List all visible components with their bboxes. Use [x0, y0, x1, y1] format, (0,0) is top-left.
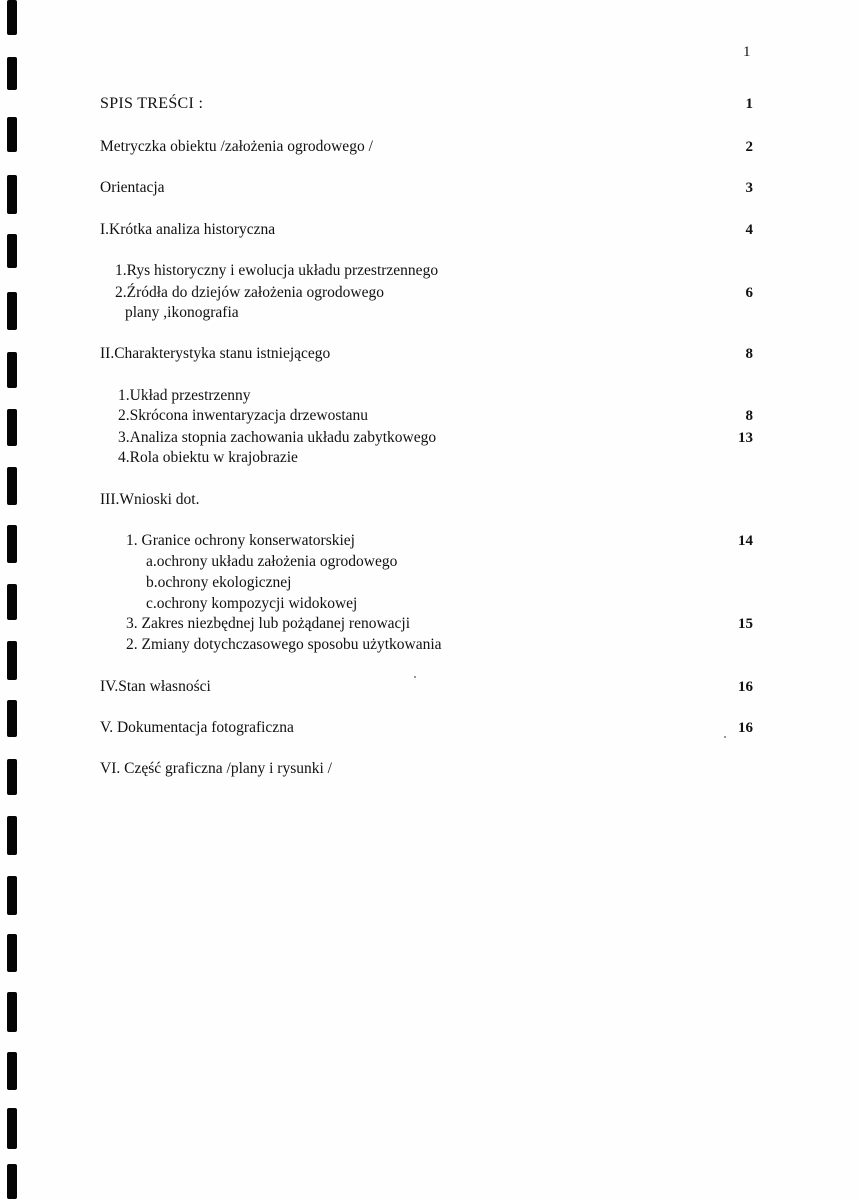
toc-entry-text: 2. Zmiany dotychczasowego sposobu użytkowania — [126, 636, 442, 653]
toc-entry-text: c.ochrony kompozycji widokowej — [146, 595, 358, 612]
toc-entry-text: 1.Układ przestrzenny — [118, 387, 251, 404]
toc-entry-text: 4.Rola obiektu w krajobrazie — [118, 449, 298, 466]
toc-entry — [0, 717, 861, 739]
toc-entry — [0, 551, 861, 573]
toc-entry — [0, 282, 861, 304]
toc-page-number: 16 — [738, 720, 753, 736]
binding-hole — [7, 876, 17, 915]
binding-hole — [7, 1052, 17, 1090]
toc-entry-text: 3.Analiza stopnia zachowania układu zabytkowego — [118, 429, 437, 446]
toc-entry — [0, 530, 861, 552]
toc-entry-text: b.ochrony ekologicznej — [146, 574, 292, 591]
toc-page-number: 2 — [745, 139, 753, 155]
toc-entry — [0, 489, 861, 511]
toc-entry — [0, 260, 861, 282]
toc-entry-text: V. Dokumentacja fotograficzna — [100, 719, 294, 736]
toc-entry-text: 3. Zakres niezbędnej lub pożądanej renowacji — [126, 615, 411, 632]
binding-hole — [7, 934, 17, 972]
toc-entry-text: VI. Część graficzna /plany i rysunki / — [100, 760, 332, 777]
toc-entry-text: 1.Rys historyczny i ewolucja układu przestrzennego — [115, 262, 439, 279]
toc-page-number: 15 — [738, 616, 753, 632]
toc-page-number: 8 — [745, 408, 753, 424]
toc-entry-text: Metryczka obiektu /założenia ogrodowego / — [100, 138, 373, 155]
toc-page-number: 4 — [745, 222, 753, 238]
binding-hole — [7, 1164, 17, 1199]
toc-entry-text: 1. Granice ochrony konserwatorskiej — [126, 532, 355, 549]
toc-entry-text: II.Charakterystyka stanu istniejącego — [100, 345, 331, 362]
toc-entry — [0, 613, 861, 635]
toc-entry-text: III.Wnioski dot. — [100, 491, 200, 508]
toc-entry — [0, 572, 861, 594]
toc-page-number: 13 — [738, 430, 753, 446]
toc-heading — [0, 93, 861, 115]
toc-entry — [0, 219, 861, 241]
toc-page-number: 1 — [745, 96, 753, 112]
binding-hole — [7, 992, 17, 1032]
toc-entry — [0, 343, 861, 365]
binding-hole — [7, 0, 17, 35]
page-number: 1 — [743, 44, 751, 60]
toc-entry — [0, 634, 861, 656]
toc-entry — [0, 758, 861, 780]
toc-entry-text: 2.Skrócona inwentaryzacja drzewostanu — [118, 407, 369, 424]
toc-entry-text: Orientacja — [100, 179, 165, 196]
toc-entry-text: plany ,ikonografia — [125, 304, 239, 321]
toc-entry-text: I.Krótka analiza historyczna — [100, 221, 276, 238]
toc-entry — [0, 447, 861, 469]
toc-entry — [0, 676, 861, 698]
toc-page-number: 14 — [738, 533, 753, 549]
scan-speck — [414, 676, 416, 678]
toc-entry — [0, 427, 861, 449]
toc-entry-text: 2.Źródła do dziejów założenia ogrodowego — [115, 284, 385, 301]
toc-entry — [0, 302, 861, 324]
binding-hole — [7, 816, 17, 855]
toc-entry-text: a.ochrony układu założenia ogrodowego — [146, 553, 398, 570]
toc-entry — [0, 593, 861, 615]
toc-page-number: 8 — [745, 346, 753, 362]
toc-page-number: 3 — [745, 180, 753, 196]
toc-entry-text: IV.Stan własności — [100, 678, 211, 695]
toc-entry — [0, 136, 861, 158]
toc-entry — [0, 177, 861, 199]
scan-speck — [724, 736, 726, 738]
binding-hole — [7, 1108, 17, 1149]
toc-heading-text: SPIS TREŚCI : — [100, 95, 204, 112]
toc-entry — [0, 385, 861, 407]
toc-page-number: 6 — [745, 285, 753, 301]
binding-hole — [7, 57, 17, 90]
toc-entry — [0, 405, 861, 427]
toc-page-number: 16 — [738, 679, 753, 695]
